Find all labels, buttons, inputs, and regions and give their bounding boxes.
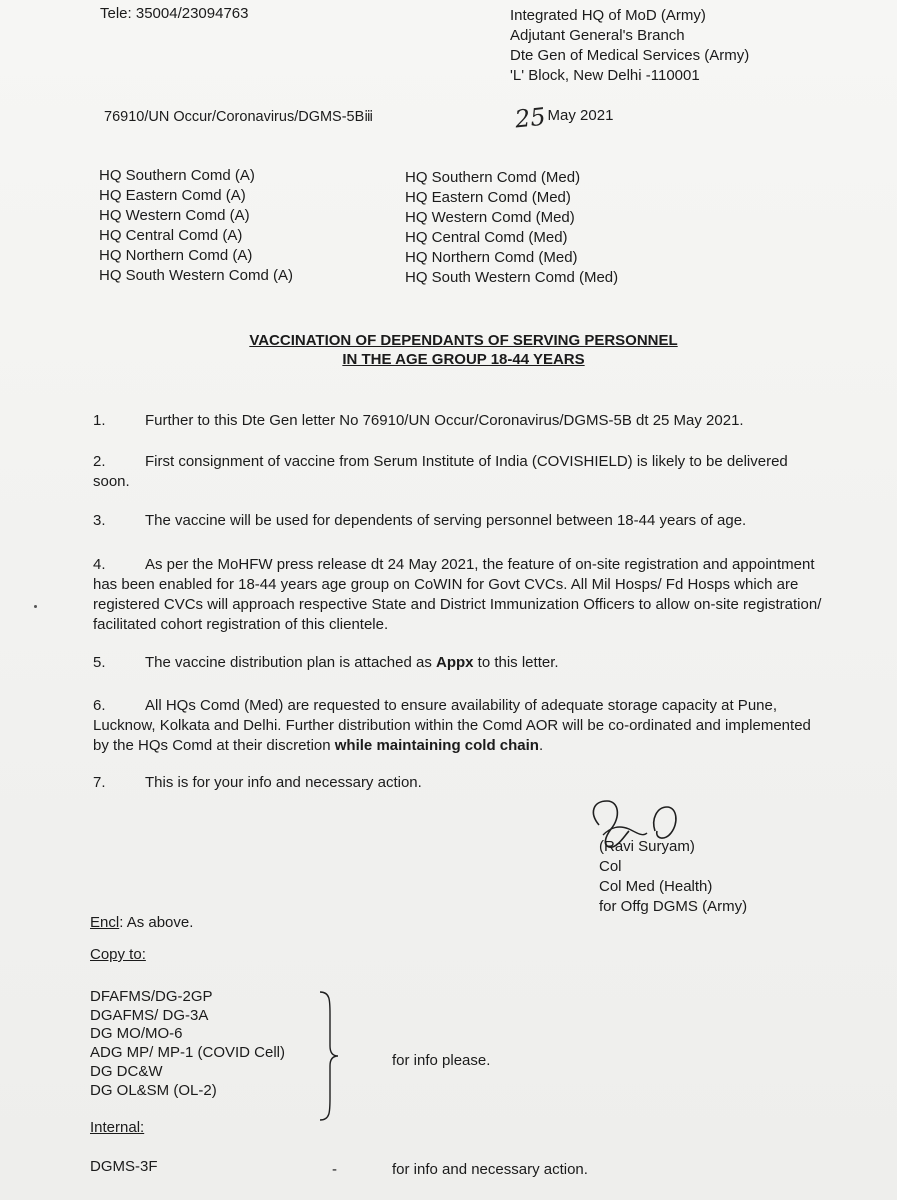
addressee-item: HQ Northern Comd (Med) <box>405 249 578 266</box>
paragraph-4 <box>93 555 828 635</box>
internal-dash: - <box>332 1161 337 1178</box>
paragraph-7 <box>93 773 828 793</box>
paragraph-text: . <box>538 737 544 754</box>
paragraph-text: All HQs Comd (Med) are requested to ensure availability of adequate storage capacity at Pune, Lucknow, Kolkata and Delhi. Further distribution within the Comd AOR will be co-ordinated and implemented by the HQs Comd at their discretion <box>93 697 811 754</box>
addressee-item: HQ Eastern Comd (Med) <box>405 189 571 206</box>
copy-to-list <box>90 988 285 1100</box>
internal-note: for info and necessary action. <box>392 1161 588 1178</box>
copy-to-item: DG OL&SM (OL-2) <box>90 1081 217 1099</box>
paragraph-5 <box>93 653 828 673</box>
internal-label: Internal: <box>90 1119 145 1136</box>
enclosure-line <box>90 913 193 933</box>
addressee-item: HQ Western Comd (Med) <box>405 209 575 226</box>
addressee-item: HQ Northern Comd (A) <box>99 247 253 264</box>
handwritten-mark: ⅲ <box>364 108 374 124</box>
paragraph-text: First consignment of vaccine from Serum Institute of India (COVISHIELD) is likely to be delivered soon. <box>93 453 788 490</box>
addressee-item: HQ Eastern Comd (A) <box>99 187 246 204</box>
letter-date <box>515 104 613 132</box>
hq-address-line: 'L' Block, New Delhi -110001 <box>510 67 700 84</box>
paragraph-text: The vaccine will be used for dependents of serving personnel between 18-44 years of age. <box>145 512 747 529</box>
right-brace-icon <box>318 990 340 1122</box>
paragraph-number: 7. <box>93 774 106 791</box>
paper-speck <box>34 605 37 608</box>
addressee-list-med <box>405 168 618 288</box>
addressee-item: HQ South Western Comd (A) <box>99 267 293 284</box>
signatory-name: (Ravi Suryam) <box>599 838 695 855</box>
paragraph-number: 2. <box>93 453 106 470</box>
copy-to-item: DGAFMS/ DG-3A <box>90 1006 209 1024</box>
hq-address-line: Adjutant General's Branch <box>510 27 685 44</box>
paragraph-number: 1. <box>93 412 106 429</box>
addressee-item: HQ Southern Comd (A) <box>99 167 255 184</box>
paragraph-text: Further to this Dte Gen letter No 76910/UN Occur/Coronavirus/DGMS-5B dt 25 May 2021. <box>145 412 744 429</box>
paragraph-6 <box>93 696 828 756</box>
paragraph-text: As per the MoHFW press release dt 24 May 2021, the feature of on-site registration and appointment has been enabled for 18-44 years age group on CoWIN for Govt CVCs. All Mil Hosps/ Fd Hosps which are registered CVCs will approach respective State and District Immunization Officers to allow on-site registration/ facilitated cohort registration of this clientele. <box>93 556 822 633</box>
subject-title-line-1: VACCINATION OF DEPENDANTS OF SERVING PERSONNEL <box>249 332 678 349</box>
reference-number: 76910/UN Occur/Coronavirus/DGMS-5B <box>104 109 365 125</box>
addressee-list-army <box>99 166 293 286</box>
copy-to-item: DG MO/MO-6 <box>90 1025 183 1043</box>
paragraph-1 <box>93 411 828 431</box>
copy-to-item: DFAFMS/DG-2GP <box>90 988 213 1005</box>
paragraph-number: 5. <box>93 654 106 671</box>
paragraph-text: The vaccine distribution plan is attached as <box>145 654 436 671</box>
handwritten-day: 25 <box>513 102 547 134</box>
paragraph-text: to this letter. <box>473 654 559 671</box>
paragraph-bold-text: Appx <box>436 654 474 671</box>
paragraph-3 <box>93 511 828 531</box>
hq-address-block <box>510 6 749 86</box>
copy-to-item: DG DC&W <box>90 1062 163 1080</box>
addressee-item: HQ Western Comd (A) <box>99 207 250 224</box>
paragraph-text: This is for your info and necessary action. <box>145 774 422 791</box>
signatory-rank: Col <box>599 858 622 875</box>
paragraph-number: 3. <box>93 512 106 529</box>
signature-block <box>599 837 747 917</box>
date-month-year: May 2021 <box>547 107 614 124</box>
reference-number-line <box>104 106 373 127</box>
addressee-item: HQ Central Comd (A) <box>99 227 243 244</box>
paragraph-number: 4. <box>93 556 106 573</box>
hq-address-line: Dte Gen of Medical Services (Army) <box>510 47 750 64</box>
internal-item: DGMS-3F <box>90 1158 158 1175</box>
paragraph-bold-text: while maintaining cold chain <box>334 737 539 754</box>
enclosure-text: : As above. <box>119 914 194 931</box>
subject-title-line-2: IN THE AGE GROUP 18-44 YEARS <box>342 351 585 368</box>
addressee-item: HQ Central Comd (Med) <box>405 229 568 246</box>
addressee-item: HQ Southern Comd (Med) <box>405 169 581 186</box>
copy-to-item: ADG MP/ MP-1 (COVID Cell) <box>90 1044 286 1062</box>
copy-to-note: for info please. <box>392 1052 491 1069</box>
hq-address-line: Integrated HQ of MoD (Army) <box>510 7 706 24</box>
signatory-for: for Offg DGMS (Army) <box>599 898 748 915</box>
addressee-item: HQ South Western Comd (Med) <box>405 269 619 286</box>
enclosure-label: Encl <box>90 914 120 931</box>
paragraph-number: 6. <box>93 697 106 714</box>
signatory-appointment: Col Med (Health) <box>599 878 713 895</box>
paragraph-2 <box>93 452 828 492</box>
copy-to-label: Copy to: <box>90 946 146 963</box>
telephone-number: Tele: 35004/23094763 <box>100 5 249 22</box>
